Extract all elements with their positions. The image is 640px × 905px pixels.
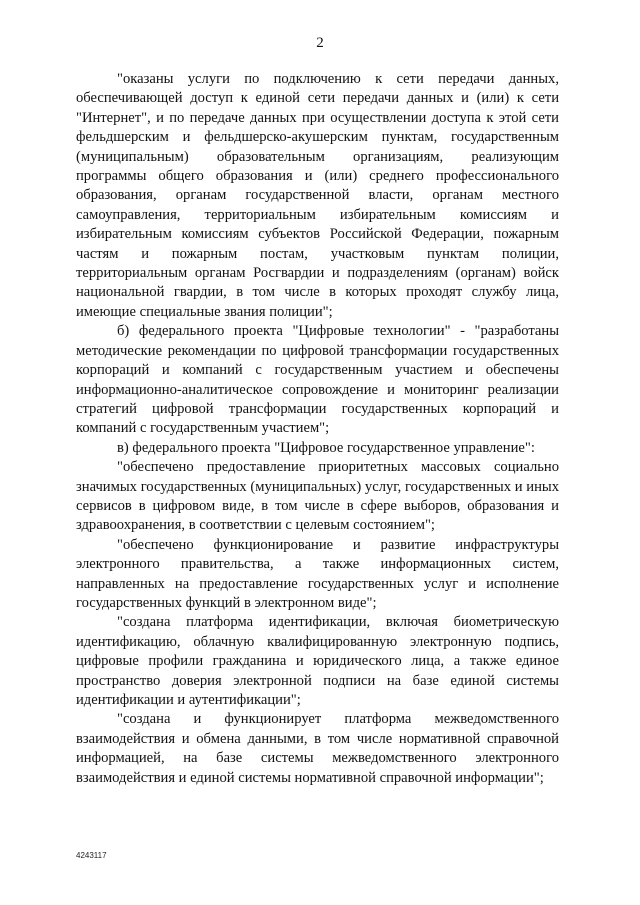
paragraph-internet-services: "оказаны услуги по подключению к сети передачи данных, обеспечивающей доступ к единой сети передачи данных и (или) к сети "Интернет", и по передаче данных при осуществлении доступа к этой сети фельдшерским и фельдшерско-акушерским пунктам, государственным (муниципальным) образовательным организациям, реализующим программы общего образования и (или) среднего профессионального образования, органам государственной власти, органам местного самоуправления, территориальным избирательным комиссиям и избирательным комиссиям субъектов Российской Федерации, пожарным частям и пожарным постам, участковым пунктам полиции, территориальным органам Росгвардии и подразделениям (органам) войск национальной гвардии, в том числе в которых проходят службу лица, имеющие специальные звания полиции"; — [76, 71, 559, 320]
paragraph-priority-services: "обеспечено предоставление приоритетных массовых социально значимых государственных (муниципальных) услуг, государственных и иных сервисов в цифровом виде, в том числе в сфере выборов, образования и здравоохранения, в соответствии с целевым состоянием"; — [76, 459, 559, 534]
document-body — [76, 70, 559, 788]
paragraph-digital-technologies: б) федерального проекта "Цифровые технологии" - "разработаны методические рекомендации по цифровой трансформации государственных корпораций и компаний с государственным участием и обеспечены информационно-аналитическое сопровождение и мониторинг реализации стратегий цифровой трансформации государственных корпораций и компаний с государственным участием"; — [76, 323, 559, 437]
document-id: 4243117 — [76, 851, 107, 860]
paragraph-e-government-infrastructure: "обеспечено функционирование и развитие инфраструктуры электронного правительства, а также информационных систем, направленных на предоставление государственных услуг и исполнение государственных функций в электронном виде"; — [76, 536, 559, 611]
page-number: 2 — [316, 35, 324, 51]
paragraph-digital-government-heading: в) федерального проекта "Цифровое государственное управление": — [117, 439, 535, 456]
paragraph-interagency-platform: "создана и функционирует платформа межведомственного взаимодействия и обмена данными, в том числе нормативной справочной информацией, на базе системы межведомственного электронного взаимодействия и единой системы нормативной справочной информации"; — [76, 711, 559, 786]
paragraph-identification-platform: "создана платформа идентификации, включая биометрическую идентификацию, облачную квалифицированную электронную подпись, цифровые профили гражданина и юридического лица, а также единое пространство доверия электронной подписи на базе единой системы идентификации и аутентификации"; — [76, 614, 559, 708]
